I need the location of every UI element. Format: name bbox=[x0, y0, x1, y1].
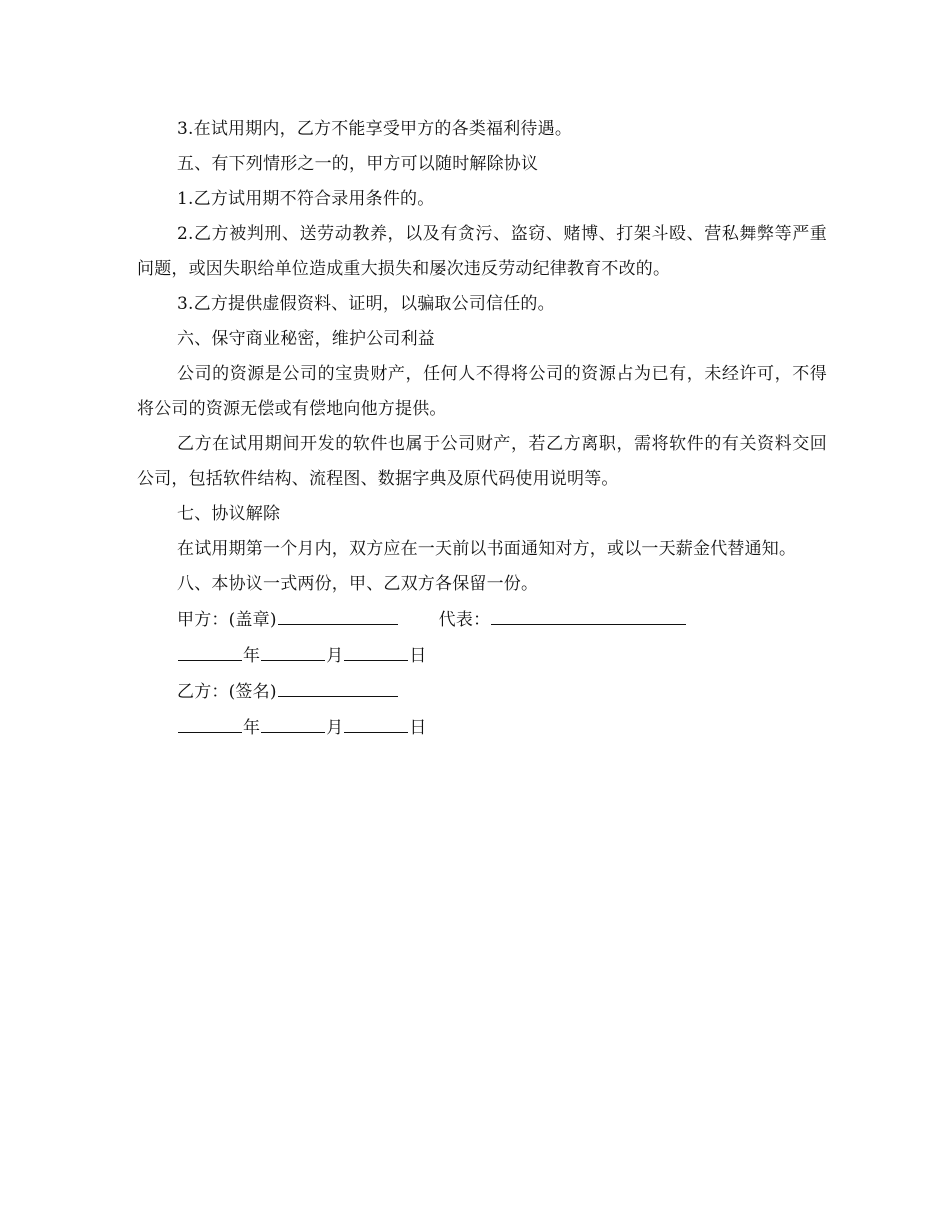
paragraph-company-resources: 公司的资源是公司的宝贵财产，任何人不得将公司的资源占为已有，未经许可，不得将公司的资源无偿或有偿地向他方提供。 bbox=[137, 364, 827, 419]
party-a-seal-blank bbox=[278, 602, 398, 625]
representative-blank bbox=[491, 602, 686, 625]
year-label: 年 bbox=[243, 646, 261, 666]
section-heading-agreement-termination: 七、协议解除 bbox=[177, 504, 281, 524]
party-b-year-blank bbox=[178, 710, 242, 733]
year-label: 年 bbox=[243, 718, 261, 738]
paragraph-probation-benefits: 3.在试用期内，乙方不能享受甲方的各类福利待遇。 bbox=[177, 119, 573, 139]
paragraph-termination-2: 2.乙方被判刑、送劳动教养，以及有贪污、盗窃、赌博、打架斗殴、营私舞弊等严重问题，或因失职给单位造成重大损失和屡次违反劳动纪律教育不改的。 bbox=[137, 224, 827, 279]
month-label: 月 bbox=[326, 718, 344, 738]
paragraph-notice-period: 在试用期第一个月内，双方应在一天前以书面通知对方，或以一天薪金代替通知。 bbox=[177, 539, 797, 559]
signature-line-party-a bbox=[137, 602, 827, 638]
party-b-sign-blank bbox=[278, 674, 398, 697]
section-heading-confidentiality: 六、保守商业秘密，维护公司利益 bbox=[177, 329, 435, 349]
day-label: 日 bbox=[409, 646, 427, 666]
paragraph-copies: 八、本协议一式两份，甲、乙双方各保留一份。 bbox=[177, 574, 539, 594]
section-heading-termination: 五、有下列情形之一的，甲方可以随时解除协议 bbox=[177, 154, 539, 174]
party-b-label: 乙方：(签名) bbox=[177, 682, 277, 702]
party-a-day-blank bbox=[344, 638, 408, 661]
party-a-month-blank bbox=[261, 638, 325, 661]
party-a-label: 甲方：(盖章) bbox=[177, 610, 277, 630]
representative-label: 代表： bbox=[438, 610, 491, 630]
paragraph-software-property: 乙方在试用期间开发的软件也属于公司财产，若乙方离职，需将软件的有关资料交回公司，包括软件结构、流程图、数据字典及原代码使用说明等。 bbox=[137, 434, 827, 489]
document-body bbox=[137, 112, 827, 746]
signature-line-party-b bbox=[137, 674, 827, 710]
paragraph-termination-1: 1.乙方试用期不符合录用条件的。 bbox=[177, 189, 435, 209]
party-b-day-blank bbox=[344, 710, 408, 733]
date-line-party-b bbox=[137, 710, 827, 746]
day-label: 日 bbox=[409, 718, 427, 738]
party-a-year-blank bbox=[178, 638, 242, 661]
date-line-party-a bbox=[137, 638, 827, 674]
month-label: 月 bbox=[326, 646, 344, 666]
party-b-month-blank bbox=[261, 710, 325, 733]
paragraph-termination-3: 3.乙方提供虚假资料、证明，以骗取公司信任的。 bbox=[177, 294, 555, 314]
